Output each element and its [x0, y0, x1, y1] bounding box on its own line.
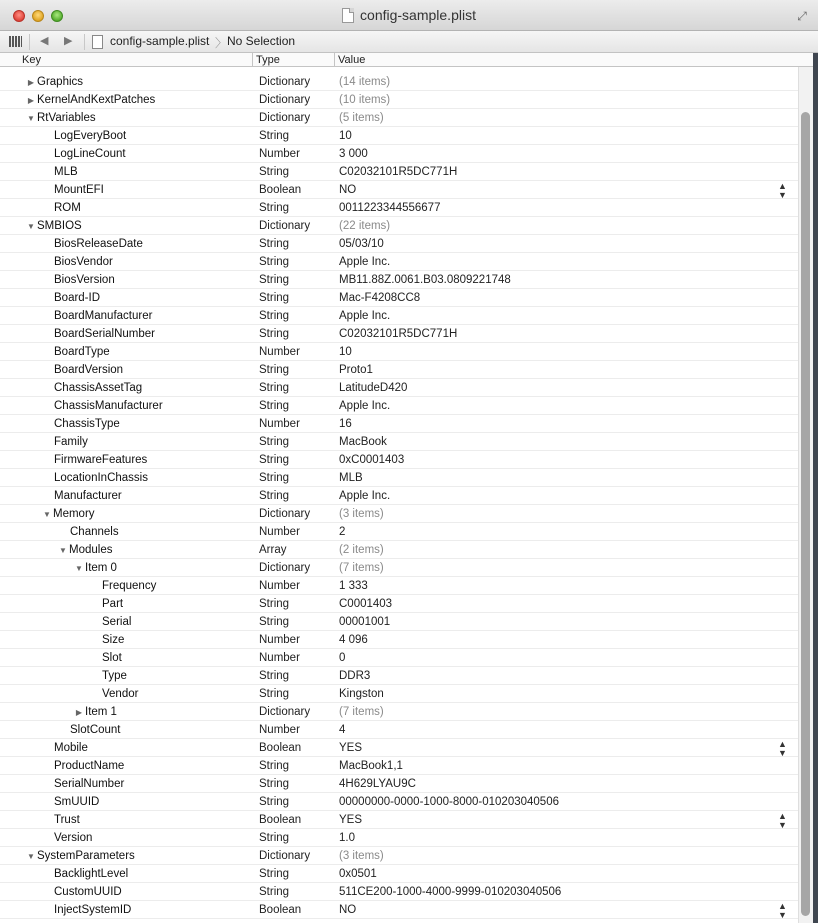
row-key-cell[interactable]	[0, 847, 252, 865]
row-type-cell[interactable]: String	[259, 292, 290, 304]
disclosure-expanded-icon[interactable]: ▼	[27, 852, 35, 861]
row-key-text: Type	[102, 670, 127, 682]
row-key-cell[interactable]	[0, 307, 252, 325]
row-type-cell[interactable]: Number	[259, 652, 300, 664]
row-key-cell[interactable]	[0, 253, 252, 271]
row-key-text: BoardVersion	[54, 364, 124, 376]
row-key-text: Frequency	[102, 580, 157, 592]
row-key-text: BiosVendor	[54, 256, 113, 268]
row-type-cell[interactable]: String	[259, 598, 290, 610]
row-key-text: Memory	[53, 508, 95, 520]
row-key-text: LogLineCount	[54, 148, 126, 160]
row-value-cell[interactable]: (7 items)	[339, 562, 384, 574]
outline-row[interactable]	[0, 793, 798, 811]
row-key-cell[interactable]	[0, 505, 252, 523]
window-title	[0, 7, 818, 23]
row-list	[0, 73, 798, 919]
row-value-cell[interactable]: (7 items)	[339, 706, 384, 718]
row-key-text: RtVariables	[37, 112, 96, 124]
row-type-cell[interactable]: Dictionary	[259, 850, 311, 862]
related-items-icon[interactable]	[9, 36, 22, 47]
row-key-cell[interactable]	[0, 235, 252, 253]
row-key-cell[interactable]	[0, 451, 252, 469]
row-type-cell[interactable]: String	[259, 616, 290, 628]
row-key-text: FirmwareFeatures	[54, 454, 148, 466]
row-key-text: Channels	[70, 526, 119, 538]
row-type-cell[interactable]: Dictionary	[259, 508, 311, 520]
row-value-cell[interactable]: 1 333	[339, 580, 368, 592]
row-key-cell[interactable]	[0, 433, 252, 451]
outline-row[interactable]	[0, 667, 798, 685]
row-key-text: InjectSystemID	[54, 904, 132, 916]
row-type-cell[interactable]: Number	[259, 526, 300, 538]
row-key-cell[interactable]	[0, 685, 252, 703]
row-key-cell[interactable]	[0, 181, 252, 199]
row-key-text: ProductName	[54, 760, 125, 772]
row-key-cell[interactable]	[0, 379, 252, 397]
row-type-cell[interactable]: Dictionary	[259, 76, 311, 88]
row-key-cell[interactable]	[0, 829, 252, 847]
row-key-text: LocationInChassis	[54, 472, 148, 484]
row-key-text: Mobile	[54, 742, 88, 754]
row-key-text: Board-ID	[54, 292, 101, 304]
row-type-cell[interactable]: Number	[259, 418, 300, 430]
document-icon	[342, 8, 354, 23]
row-type-cell[interactable]: Dictionary	[259, 112, 311, 124]
row-key-text: BoardManufacturer	[54, 310, 153, 322]
row-type-cell[interactable]: Number	[259, 580, 300, 592]
row-value-cell[interactable]: 0x0501	[339, 868, 377, 880]
row-value-cell[interactable]: 4H629LYAU9C	[339, 778, 416, 790]
row-key-text: BoardSerialNumber	[54, 328, 155, 340]
row-value-cell[interactable]: 4	[339, 724, 346, 736]
row-key-text: Item 1	[85, 706, 117, 718]
row-value-cell[interactable]: 3 000	[339, 148, 368, 160]
disclosure-collapsed-icon[interactable]: ▶	[75, 708, 83, 717]
outline-row[interactable]	[0, 865, 798, 883]
column-header-key[interactable]: Key	[22, 54, 41, 66]
jump-bar-divider	[29, 34, 30, 50]
row-value-cell[interactable]: Apple Inc.	[339, 400, 391, 412]
row-value-cell[interactable]: Kingston	[339, 688, 384, 700]
row-key-text: Version	[54, 832, 93, 844]
row-value-cell[interactable]: YES	[339, 814, 363, 826]
row-key-cell[interactable]	[0, 325, 252, 343]
row-type-cell[interactable]: String	[259, 436, 290, 448]
row-value-cell[interactable]: Apple Inc.	[339, 490, 391, 502]
row-key-text: CustomUUID	[54, 886, 122, 898]
outline-row[interactable]	[0, 289, 798, 307]
row-type-cell[interactable]: Boolean	[259, 814, 302, 826]
boolean-popup-stepper-icon[interactable]: ▲ ▼	[778, 811, 787, 830]
outline-row[interactable]	[0, 703, 798, 721]
row-key-cell[interactable]	[0, 469, 252, 487]
column-header-type[interactable]: Type	[256, 54, 280, 66]
outline-row[interactable]	[0, 235, 798, 253]
row-value-cell[interactable]: 0	[339, 652, 346, 664]
jump-bar	[0, 31, 818, 53]
disclosure-collapsed-icon[interactable]: ▶	[27, 78, 35, 87]
row-type-cell[interactable]: String	[259, 796, 290, 808]
background-window-edge	[813, 53, 818, 923]
row-value-cell[interactable]: 1.0	[339, 832, 355, 844]
row-key-text: Manufacturer	[54, 490, 122, 502]
row-key-cell[interactable]	[0, 883, 252, 901]
row-type-cell[interactable]: String	[259, 868, 290, 880]
row-type-cell[interactable]: Boolean	[259, 184, 302, 196]
row-type-cell[interactable]: String	[259, 688, 290, 700]
outline-row[interactable]	[0, 343, 798, 361]
row-key-cell[interactable]	[0, 523, 252, 541]
row-value-cell[interactable]: (2 items)	[339, 544, 384, 556]
row-value-cell[interactable]: 511CE200-1000-4000-9999-010203040506	[339, 886, 562, 898]
row-key-text: Trust	[54, 814, 80, 826]
outline-row[interactable]	[0, 199, 798, 217]
row-type-cell[interactable]: Number	[259, 634, 300, 646]
row-value-cell[interactable]: NO	[339, 904, 357, 916]
outline-row[interactable]	[0, 739, 798, 757]
row-key-cell[interactable]	[0, 361, 252, 379]
row-type-cell[interactable]: String	[259, 274, 290, 286]
outline-row[interactable]	[0, 811, 798, 829]
row-key-text: SerialNumber	[54, 778, 125, 790]
row-key-text: BoardType	[54, 346, 110, 358]
breadcrumb-chevron-icon: 〉	[215, 36, 228, 50]
row-type-cell[interactable]: Boolean	[259, 742, 302, 754]
forward-button[interactable]: ▶	[64, 35, 73, 47]
row-type-cell[interactable]: String	[259, 670, 290, 682]
row-value-cell[interactable]: MB11.88Z.0061.B03.0809221748	[339, 274, 511, 286]
row-key-text: ROM	[54, 202, 81, 214]
row-key-cell[interactable]	[0, 559, 252, 577]
row-key-cell[interactable]	[0, 289, 252, 307]
boolean-popup-stepper-icon[interactable]: ▲ ▼	[778, 901, 787, 920]
outline-row[interactable]	[0, 559, 798, 577]
row-key-cell[interactable]	[0, 649, 252, 667]
row-key-text: SmUUID	[54, 796, 100, 808]
row-type-cell[interactable]: String	[259, 166, 290, 178]
row-key-text: SMBIOS	[37, 220, 82, 232]
row-value-cell[interactable]: MacBook1,1	[339, 760, 403, 772]
row-type-cell[interactable]: Dictionary	[259, 706, 311, 718]
row-type-cell[interactable]: String	[259, 454, 290, 466]
disclosure-expanded-icon[interactable]: ▼	[75, 564, 83, 573]
outline-row[interactable]	[0, 163, 798, 181]
outline-row[interactable]	[0, 379, 798, 397]
outline-row[interactable]	[0, 631, 798, 649]
row-value-cell[interactable]: NO	[339, 184, 357, 196]
column-divider[interactable]	[252, 53, 253, 67]
row-key-cell[interactable]	[0, 721, 252, 739]
row-key-cell[interactable]	[0, 145, 252, 163]
row-type-cell[interactable]: Dictionary	[259, 220, 311, 232]
row-value-cell[interactable]: YES	[339, 742, 363, 754]
plist-outline-view	[0, 53, 818, 923]
row-value-cell[interactable]: 00000000-0000-1000-8000-010203040506	[339, 796, 559, 808]
row-value-cell[interactable]: 05/03/10	[339, 238, 384, 250]
row-type-cell[interactable]: String	[259, 400, 290, 412]
row-key-text: KernelAndKextPatches	[37, 94, 156, 106]
row-key-cell[interactable]	[0, 631, 252, 649]
row-type-cell[interactable]: Boolean	[259, 904, 302, 916]
row-key-cell[interactable]	[0, 595, 252, 613]
row-type-cell[interactable]: Number	[259, 724, 300, 736]
disclosure-collapsed-icon[interactable]: ▶	[27, 96, 35, 105]
row-type-cell[interactable]: String	[259, 202, 290, 214]
outline-row[interactable]	[0, 451, 798, 469]
row-value-cell[interactable]: MacBook	[339, 436, 387, 448]
outline-row[interactable]	[0, 577, 798, 595]
row-key-text: BiosVersion	[54, 274, 115, 286]
row-type-cell[interactable]: Number	[259, 346, 300, 358]
row-value-cell[interactable]: 0011223344556677	[339, 202, 441, 214]
outline-row[interactable]	[0, 307, 798, 325]
row-key-cell[interactable]	[0, 811, 252, 829]
row-key-text: Size	[102, 634, 125, 646]
row-key-cell[interactable]	[0, 271, 252, 289]
row-key-cell[interactable]	[0, 415, 252, 433]
row-key-text: Serial	[102, 616, 132, 628]
outline-row[interactable]	[0, 901, 798, 919]
boolean-popup-stepper-icon[interactable]: ▲ ▼	[778, 739, 787, 758]
jump-bar-divider	[84, 34, 85, 50]
outline-row[interactable]	[0, 145, 798, 163]
row-value-cell[interactable]: 16	[339, 418, 352, 430]
outline-row[interactable]	[0, 505, 798, 523]
row-key-cell[interactable]	[0, 865, 252, 883]
outline-row[interactable]	[0, 523, 798, 541]
row-value-cell[interactable]: C02032101R5DC771H	[339, 166, 458, 178]
back-button[interactable]: ◀	[40, 35, 49, 47]
outline-row[interactable]	[0, 541, 798, 559]
row-value-cell[interactable]: C0001403	[339, 598, 393, 610]
window-title-text: config-sample.plist	[360, 7, 476, 23]
row-key-text: BiosReleaseDate	[54, 238, 143, 250]
row-key-text: BacklightLevel	[54, 868, 129, 880]
disclosure-expanded-icon[interactable]: ▼	[59, 546, 67, 555]
row-key-text: Item 0	[85, 562, 117, 574]
outline-row[interactable]	[0, 775, 798, 793]
outline-row[interactable]	[0, 91, 798, 109]
outline-row[interactable]	[0, 829, 798, 847]
row-type-cell[interactable]: String	[259, 364, 290, 376]
row-key-cell[interactable]	[0, 397, 252, 415]
row-value-cell[interactable]: 10	[339, 130, 352, 142]
row-key-text: MLB	[54, 166, 78, 178]
row-value-cell[interactable]: (3 items)	[339, 850, 384, 862]
outline-row[interactable]	[0, 685, 798, 703]
row-key-text: Slot	[102, 652, 122, 664]
row-type-cell[interactable]: Array	[259, 544, 287, 556]
row-type-cell[interactable]: Number	[259, 148, 300, 160]
row-value-cell[interactable]: (14 items)	[339, 76, 391, 88]
column-divider[interactable]	[334, 53, 335, 67]
row-key-cell[interactable]	[0, 73, 252, 91]
disclosure-expanded-icon[interactable]: ▼	[27, 222, 35, 231]
row-type-cell[interactable]: String	[259, 328, 290, 340]
row-key-cell[interactable]	[0, 739, 252, 757]
row-type-cell[interactable]: String	[259, 490, 290, 502]
outline-row[interactable]	[0, 415, 798, 433]
row-key-text: ChassisManufacturer	[54, 400, 163, 412]
row-key-cell[interactable]	[0, 217, 252, 235]
outline-row[interactable]	[0, 721, 798, 739]
row-value-cell[interactable]: Apple Inc.	[339, 310, 391, 322]
row-type-cell[interactable]: String	[259, 832, 290, 844]
row-key-cell[interactable]	[0, 163, 252, 181]
row-type-cell[interactable]: String	[259, 886, 290, 898]
row-key-cell[interactable]	[0, 703, 252, 721]
row-key-text: ChassisAssetTag	[54, 382, 143, 394]
outline-row[interactable]	[0, 109, 798, 127]
column-header-value[interactable]: Value	[338, 54, 366, 66]
boolean-popup-stepper-icon[interactable]: ▲ ▼	[778, 181, 787, 200]
outline-row[interactable]	[0, 361, 798, 379]
row-type-cell[interactable]: String	[259, 472, 290, 484]
row-key-cell[interactable]	[0, 793, 252, 811]
row-type-cell[interactable]: String	[259, 382, 290, 394]
row-value-cell[interactable]: 10	[339, 346, 352, 358]
row-type-cell[interactable]: Dictionary	[259, 562, 311, 574]
outline-row[interactable]	[0, 757, 798, 775]
outline-row[interactable]	[0, 433, 798, 451]
disclosure-expanded-icon[interactable]: ▼	[27, 114, 35, 123]
row-key-text: Modules	[69, 544, 113, 556]
outline-row[interactable]	[0, 271, 798, 289]
outline-row[interactable]	[0, 253, 798, 271]
row-value-cell[interactable]: 00001001	[339, 616, 391, 628]
row-key-text: Part	[102, 598, 124, 610]
row-key-text: Graphics	[37, 76, 84, 88]
outline-row[interactable]	[0, 181, 798, 199]
row-key-cell[interactable]	[0, 541, 252, 559]
column-header	[0, 53, 818, 67]
outline-row[interactable]	[0, 397, 798, 415]
outline-row[interactable]	[0, 325, 798, 343]
row-type-cell[interactable]: String	[259, 238, 290, 250]
row-key-cell[interactable]	[0, 577, 252, 595]
row-key-cell[interactable]	[0, 757, 252, 775]
row-type-cell[interactable]: String	[259, 256, 290, 268]
row-key-cell[interactable]	[0, 91, 252, 109]
row-key-cell[interactable]	[0, 199, 252, 217]
outline-row[interactable]	[0, 487, 798, 505]
row-type-cell[interactable]: String	[259, 130, 290, 142]
row-key-text: MountEFI	[54, 184, 104, 196]
row-key-cell[interactable]	[0, 775, 252, 793]
outline-row[interactable]	[0, 73, 798, 91]
row-key-cell[interactable]	[0, 901, 252, 919]
row-value-cell[interactable]: (22 items)	[339, 220, 391, 232]
row-key-cell[interactable]	[0, 667, 252, 685]
outline-row[interactable]	[0, 883, 798, 901]
row-value-cell[interactable]: (3 items)	[339, 508, 384, 520]
row-value-cell[interactable]: LatitudeD420	[339, 382, 408, 394]
row-key-cell[interactable]	[0, 487, 252, 505]
scrollbar-thumb[interactable]	[801, 112, 810, 916]
file-icon	[92, 35, 103, 49]
row-type-cell[interactable]: Dictionary	[259, 94, 311, 106]
outline-row[interactable]	[0, 613, 798, 631]
row-key-text: ChassisType	[54, 418, 120, 430]
row-value-cell[interactable]: MLB	[339, 472, 363, 484]
outline-row[interactable]	[0, 469, 798, 487]
row-value-cell[interactable]: Apple Inc.	[339, 256, 391, 268]
row-key-cell[interactable]	[0, 613, 252, 631]
row-value-cell[interactable]: (5 items)	[339, 112, 384, 124]
row-type-cell[interactable]: String	[259, 760, 290, 772]
row-key-cell[interactable]	[0, 127, 252, 145]
outline-row[interactable]	[0, 595, 798, 613]
row-key-cell[interactable]	[0, 343, 252, 361]
row-value-cell[interactable]: (10 items)	[339, 94, 391, 106]
breadcrumb-file[interactable]: config-sample.plist	[110, 34, 210, 48]
outline-row[interactable]	[0, 127, 798, 145]
row-type-cell[interactable]: String	[259, 310, 290, 322]
row-key-text: Family	[54, 436, 88, 448]
row-value-cell[interactable]: C02032101R5DC771H	[339, 328, 458, 340]
title-bar	[0, 0, 818, 31]
row-key-cell[interactable]	[0, 109, 252, 127]
outline-row[interactable]	[0, 649, 798, 667]
row-type-cell[interactable]: String	[259, 778, 290, 790]
row-key-text: SlotCount	[70, 724, 121, 736]
row-key-text: SystemParameters	[37, 850, 135, 862]
row-value-cell[interactable]: DDR3	[339, 670, 371, 682]
breadcrumb-selection[interactable]: No Selection	[227, 34, 296, 48]
outline-row[interactable]	[0, 217, 798, 235]
fullscreen-icon[interactable]: ⤢	[797, 9, 807, 23]
row-value-cell[interactable]: Proto1	[339, 364, 373, 376]
row-key-text: Vendor	[102, 688, 139, 700]
row-value-cell[interactable]: 2	[339, 526, 346, 538]
disclosure-expanded-icon[interactable]: ▼	[43, 510, 51, 519]
row-value-cell[interactable]: 0xC0001403	[339, 454, 405, 466]
row-key-text: LogEveryBoot	[54, 130, 127, 142]
outline-row[interactable]	[0, 847, 798, 865]
row-value-cell[interactable]: Mac-F4208CC8	[339, 292, 421, 304]
row-value-cell[interactable]: 4 096	[339, 634, 368, 646]
